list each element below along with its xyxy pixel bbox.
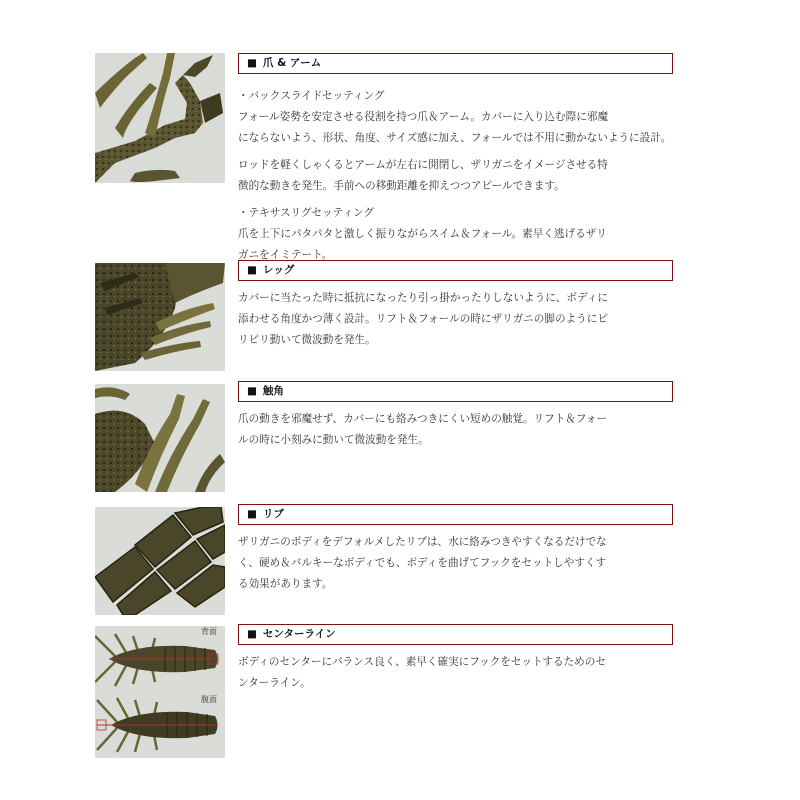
heading-marker: ■: [247, 508, 257, 520]
heading-antenna: [238, 381, 673, 402]
caption-belly: 腹面: [201, 695, 217, 704]
paragraph-line: 爪の動きを邪魔せず、カバーにも絡みつきにくい短めの触覚。リフト＆フォー: [238, 413, 608, 425]
rib-photo: [95, 507, 225, 615]
paragraph-line: ガニをイミテート。: [238, 249, 333, 261]
subheading: ・テキサスリグセッティング: [238, 207, 375, 219]
heading-title: リブ: [262, 508, 284, 520]
paragraph-line: る効果があります。: [238, 578, 333, 590]
heading-leg: [238, 260, 673, 281]
heading-title: センターライン: [262, 628, 336, 640]
paragraph-line: フォール姿勢を安定させる役割を持つ爪＆アーム。カバーに入り込む際に邪魔: [238, 111, 609, 123]
heading-title: 爪 & アーム: [262, 57, 322, 69]
paragraph-line: 添わせる角度かつ薄く設計。リフト＆フォールの時にザリガニの脚のようにピ: [238, 313, 608, 325]
paragraph-line: ザリガニのボディをデフォルメしたリブは、水に絡みつきやすくなるだけでな: [238, 536, 607, 548]
claw-arm-photo: [95, 53, 225, 183]
leg-photo: [95, 263, 225, 371]
antenna-photo: [95, 384, 225, 492]
paragraph-line: ンターライン。: [238, 677, 311, 689]
paragraph-line: ロッドを軽くしゃくるとアームが左右に開閉し、ザリガニをイメージさせる特: [238, 159, 608, 171]
paragraph-line: カバーに当たった時に抵抗になったり引っ掛かったりしないように、ボディに: [238, 292, 608, 304]
paragraph-line: く、硬め＆バルキーなボディでも、ボディを曲げてフックをセットしやすくす: [238, 557, 607, 569]
heading-claw: [238, 53, 673, 74]
paragraph-line: ボディのセンターにバランス良く、素早く確実にフックをセットするためのセ: [238, 656, 606, 668]
heading-marker: ■: [247, 264, 257, 276]
paragraph-line: 徴的な動きを発生。手前への移動距離を抑えつつアピールできます。: [238, 180, 565, 192]
caption-back: 背面: [201, 627, 217, 636]
paragraph-line: ルの時に小刻みに動いて微波動を発生。: [238, 434, 429, 446]
paragraph-line: にならないよう、形状、角度、サイズ感に加え、フォールでは不用に動かないように設計。: [238, 132, 672, 144]
heading-title: レッグ: [262, 264, 295, 276]
heading-centerline: [238, 624, 673, 645]
paragraph-line: 爪を上下にパタパタと激しく振りながらスイム＆フォール。素早く逃げるザリ: [238, 228, 607, 240]
heading-marker: ■: [247, 57, 257, 69]
heading-marker: ■: [247, 628, 257, 640]
paragraph-line: リピリ動いて微波動を発生。: [238, 334, 376, 346]
heading-rib: [238, 504, 673, 525]
heading-title: 触角: [262, 385, 284, 397]
subheading: ・バックスライドセッティング: [238, 90, 385, 102]
heading-marker: ■: [247, 385, 257, 397]
